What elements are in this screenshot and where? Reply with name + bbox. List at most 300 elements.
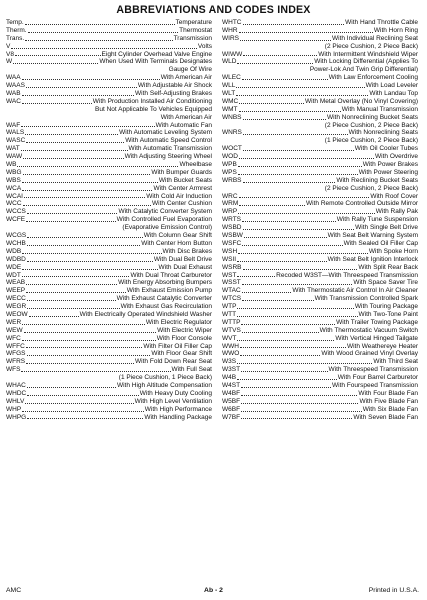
dot-leader [239,193,370,199]
index-entry [222,129,418,145]
index-entry [6,248,212,256]
dot-leader [240,350,320,356]
page-title: ABBREVIATIONS AND CODES INDEX [116,4,311,16]
entry-code: W6BF [222,405,241,413]
dot-leader [240,343,346,349]
index-entry [6,145,212,153]
entry-description-continued: (1 Piece Cushion, 2 Piece Back) [324,137,418,145]
entry-description-continued: Gauge Of Wire [168,66,212,74]
dot-leader [241,398,358,404]
entry-code: WRC [222,192,238,200]
index-entry [6,27,212,35]
dot-leader [24,327,156,333]
dot-leader [22,272,130,278]
dot-leader [22,90,134,96]
dot-leader [236,90,368,96]
index-entry [222,358,418,366]
index-entry [222,374,418,382]
entry-code: WCFE [6,216,26,224]
entry-code: W [6,58,13,66]
dot-leader [237,374,337,380]
entry-code: WTTP [222,318,241,326]
entry-description: Temperature [175,19,212,26]
entry-code: WIWW [222,50,243,58]
entry-code: WWO [222,350,240,358]
entry-description: With Dual Throat Carburetor [130,271,212,279]
index-entry [6,279,212,287]
entry-description-continued: (Evaporative Emission Control) [122,224,212,232]
dot-leader [13,58,98,64]
entry-code: WSBW [222,232,243,240]
footer-printed-note: Printed in U.S.A. [368,587,419,594]
entry-description: With Heavy Duty Cooling [139,389,212,397]
entry-description: With Exhaust Gas Recirculation [120,303,212,311]
entry-description: With Automatic Leveling System [119,129,212,137]
entry-description: With Catalytic Converter System [118,208,212,216]
index-entry [6,303,212,311]
index-entry [6,129,212,137]
dot-leader [26,343,143,349]
entry-description: With Load Leveler [365,82,418,90]
index-entry [222,303,418,311]
dot-leader [238,208,375,214]
entry-description: With Energy Absorbing Bumpers [118,279,212,287]
index-entry [6,161,212,169]
index-entry [6,335,212,343]
dot-leader [22,98,92,104]
index-entry [222,200,418,208]
dot-leader [241,382,331,388]
entry-description: With Full Seat [171,366,212,374]
dot-leader [26,358,134,364]
dot-leader [243,19,345,25]
index-entry [222,311,418,319]
index-entry [222,19,418,27]
index-entry [222,90,418,98]
index-entry [222,319,418,327]
index-entry [6,358,212,366]
entry-description: With Oil Cooler Tubes [354,145,418,153]
entry-description: With Cold Air Induction [146,192,212,200]
index-entry [222,106,418,114]
entry-code: WRTS [222,216,242,224]
dot-leader [237,335,334,341]
entry-description: Transmission [173,34,212,42]
entry-code: WCA [6,184,22,192]
index-entry [222,169,418,177]
entry-code: WWH [222,342,239,350]
index-entry [222,398,418,406]
index-entry [6,406,212,414]
entry-code: WDT [6,271,21,279]
index-entry [222,382,418,390]
dot-leader [238,169,358,175]
entry-description: Recoded W3ST—With Threespeed Transmission [276,271,418,279]
index-entry [6,51,212,59]
entry-description: With Power Steering [358,168,418,176]
entry-description: Thermostat [179,26,212,34]
dot-leader [239,200,305,206]
dot-leader [236,82,364,88]
dot-leader [242,295,314,301]
index-entry [6,193,212,201]
dot-leader [22,335,156,341]
entry-description: With High Altitude Compensation [116,381,212,389]
dot-leader [24,193,145,199]
entry-code: WCCS [6,208,26,216]
entry-description: With Floor Console [156,334,212,342]
index-entry [6,319,212,327]
index-entry [6,327,212,335]
entry-description: With Split Rear Back [358,263,418,271]
dot-leader [242,287,292,293]
index-entry [6,240,212,248]
entry-code: WBS [6,176,21,184]
dot-leader [239,106,341,112]
dot-leader [29,311,79,317]
entry-description: With Production Installed Air Conditioning [92,97,212,105]
dot-leader [243,145,354,151]
entry-code: WDBD [6,255,26,263]
entry-code: W3ST [222,366,241,374]
entry-code: WHAC [6,381,26,389]
entry-code: WVT [222,334,237,342]
dot-leader [25,398,133,404]
entry-description: With Landau Top [369,90,418,98]
entry-description: With Filter Oil Filler Cap [143,342,212,350]
entry-code: WPB [222,161,237,169]
entry-description: With Electric Regulator [145,318,212,326]
entry-code: WEW [6,326,23,334]
entry-description: With Four Blade Fan [358,389,418,397]
dot-leader [240,35,331,41]
index-entry [6,287,212,295]
dot-leader [27,303,119,309]
entry-code: W3S [222,358,237,366]
index-entry [222,366,418,374]
index-entry [222,279,418,287]
entry-code: WOD [222,153,238,161]
entry-description: With Center Cushion [152,200,212,208]
entry-description: Wheelbase [179,161,212,169]
index-entry [222,27,418,35]
dot-leader [237,272,275,278]
dot-leader [28,27,179,33]
index-entry [6,137,212,145]
dot-leader [243,129,348,135]
entry-code: WRBS [222,176,242,184]
entry-description: With Threespeed Transmission [328,366,418,374]
index-entry [222,153,418,161]
entry-description: With Spoke Horn [368,247,418,255]
dot-leader [22,406,144,412]
index-entry [222,224,418,232]
dot-leader [21,145,128,151]
entry-code: V8 [6,50,14,58]
left-column [6,19,212,421]
index-entry [222,74,418,82]
index-entry [222,177,418,193]
dot-leader [27,240,140,246]
index-entry [6,414,212,422]
index-entry [6,232,212,240]
entry-code: WFRS [6,358,26,366]
entry-description: With American Air [160,74,212,82]
entry-code: WAAS [6,82,25,90]
index-entry [222,295,418,303]
entry-description: With Roof Cover [370,192,418,200]
dot-leader [238,248,368,254]
entry-code: WAA [6,74,21,82]
index-entry [222,240,418,248]
entry-description: Eight Cylinder Overhead Valve Engine [101,50,212,58]
entry-code: WNRS [222,129,242,137]
entry-description: With Space Saver Tire [353,279,418,287]
dot-leader [237,358,372,364]
entry-description: With Nonreclining Seats [348,129,418,137]
entry-code: WHR [222,26,238,34]
index-entry [6,272,212,280]
dot-leader [22,264,157,270]
index-entry [222,335,418,343]
entry-code: WOCT [222,145,242,153]
entry-description-continued: (2 Piece Cushion, 2 Piece Back) [324,184,418,192]
dot-leader [239,98,304,104]
index-entry [222,406,418,414]
dot-leader [237,311,357,317]
entry-code: WCGS [6,232,27,240]
entry-code: WB [6,161,17,169]
entry-description: With Seat Belt Ignition Interlock [327,255,418,263]
entry-description: With Wood Grained Vinyl Overlay [321,350,418,358]
entry-description: With Rally Tune Suspension [336,216,418,224]
entry-description: With Rally Pak [375,208,418,216]
dot-leader [26,82,137,88]
entry-description: With Bucket Seats [158,176,212,184]
index-entry [6,169,212,177]
entry-description: With Handling Package [144,413,212,421]
entry-description-continued: With American Air [160,113,212,121]
dot-leader [27,295,116,301]
entry-description: With Center Armrest [153,184,212,192]
entry-code: WSII [222,255,237,263]
entry-description: With Dual Belt Drive [153,255,212,263]
index-entry [6,311,212,319]
entry-description: With Trailer Towing Package [336,318,418,326]
entry-code: WHP [6,405,22,413]
index-entry [222,35,418,51]
entry-code: WTVS [222,326,241,334]
entry-code: W5BF [222,397,241,405]
entry-code: WHDC [6,389,27,397]
entry-code: WSFC [222,239,242,247]
entry-description: With Weathereye Heater [346,342,418,350]
entry-code: WAW [6,153,23,161]
dot-leader [11,43,197,49]
index-entry [222,114,418,130]
entry-code: WDE [6,263,22,271]
entry-description: With Adjusting Steering Wheel [124,153,212,161]
entry-code: WAB [6,90,21,98]
index-entry [6,177,212,185]
entry-description: With Column Gear Shift [143,232,212,240]
entry-code: W4BF [222,389,241,397]
entry-description: With Hand Throttle Cable [345,19,418,26]
entry-code: WST [222,271,237,279]
entry-code: WEAB [6,279,26,287]
entry-code: WER [6,318,22,326]
entry-code: WFFC [6,342,25,350]
entry-code: WALS [6,129,25,137]
entry-code: Trans. [6,34,25,42]
entry-description: With Bumper Guards [151,168,212,176]
entry-code: WRP [222,208,238,216]
entry-description: With Self-Adjusting Brakes [135,90,212,98]
dot-leader [243,177,336,183]
index-entry [222,98,418,106]
entry-code: WPS [222,168,237,176]
entry-description: With Automatic Speed Control [125,137,212,145]
entry-code: WDB [6,247,22,255]
index-entry [222,51,418,59]
entry-code: WCAI [6,192,23,200]
entry-description: With Floor Gear Shift [151,350,212,358]
index-entry [6,382,212,390]
dot-leader [239,153,374,159]
entry-code: WLT [222,90,236,98]
index-entry [222,216,418,224]
dot-leader [243,264,358,270]
index-entry [222,390,418,398]
dot-leader [22,74,160,80]
entry-description: With Disc Brakes [162,247,212,255]
index-entry [222,208,418,216]
dot-leader [242,240,342,246]
index-entry [222,161,418,169]
index-entry [6,200,212,208]
dot-leader [27,232,142,238]
index-entry [222,287,418,295]
entry-description: With Thermostatic Vacuum Switch [319,326,418,334]
entry-description: With Thermostatic Air Control In Air Cleaner [292,287,418,295]
entry-code: W4B [222,374,237,382]
dot-leader [21,366,170,372]
entry-code: WTP [222,303,237,311]
entry-code: WAF [6,121,21,129]
entry-description: With Third Seat [373,358,418,366]
dot-leader [241,366,327,372]
dot-leader [242,327,319,333]
entry-description: With Individual Reclining Seat [332,34,418,42]
index-entry [222,193,418,201]
dot-leader [27,414,143,420]
entry-code: WEOW [6,310,28,318]
entry-code: W7BF [222,413,241,421]
dot-leader [23,153,123,159]
index-entry [222,256,418,264]
entry-description: With Electric Wiper [157,326,212,334]
index-entry [6,185,212,193]
dot-leader [22,248,161,254]
entry-description: With Law Enforcement Cooling [328,74,418,82]
dot-leader [25,35,172,41]
entry-code: Therm. [6,26,27,34]
index-entry [6,343,212,351]
entry-description: With Automatic Transmission [128,145,212,153]
index-entry [6,366,212,382]
entry-description: With Fold Down Rear Seat [135,358,212,366]
footer-publisher: AMC [6,587,22,594]
index-entry [6,98,212,122]
entry-description: With Six Blade Fan [362,405,418,413]
dot-leader [17,161,178,167]
dot-leader [27,256,153,262]
entry-code: WLD [222,58,237,66]
dot-leader [243,224,355,230]
entry-code: WSST [222,279,241,287]
entry-description: With Fourspeed Transmission [332,381,418,389]
entry-description: With Two-Tone Paint [358,310,418,318]
entry-code: WASC [6,137,26,145]
entry-description: With Automatic Fan [155,121,212,129]
entry-code: WBG [6,168,22,176]
dot-leader [26,287,126,293]
entry-code: Temp. [6,19,24,26]
entry-code: WTCS [222,295,242,303]
entry-code: WSBD [222,224,242,232]
entry-description-continued: (2 Piece Cushion, 2 Piece Back) [324,121,418,129]
index-entry [6,58,212,74]
index-entry [6,153,212,161]
entry-code: WSRB [222,263,242,271]
dot-leader [241,414,352,420]
dot-leader [237,256,327,262]
footer-page-number: Ab - 2 [204,587,223,594]
index-entry [6,208,212,216]
dot-leader [244,232,327,238]
index-entry [6,350,212,358]
entry-description: With High Level Ventilation [134,397,212,405]
entry-description: With Single Belt Drive [355,224,418,232]
entry-description: With Power Brakes [362,161,418,169]
entry-code: W4ST [222,381,241,389]
entry-description-continued: But Not Applicable To Vehicles Equipped [95,105,212,113]
index-entry [6,43,212,51]
entry-description: With Seven Blade Fan [353,413,418,421]
dot-leader [25,19,175,25]
dot-leader [239,27,373,33]
entry-description: With Manual Transmission [341,105,418,113]
dot-leader [22,185,152,191]
entry-code: WTT [222,310,237,318]
entry-code: WTAC [222,287,241,295]
dot-leader [26,137,124,143]
dot-leader [15,51,101,57]
index-entry [6,74,212,82]
entry-code: WEEP [6,287,26,295]
entry-code: WLEC [222,74,241,82]
index-entry [6,390,212,398]
index-entry [222,327,418,335]
entry-code: WMC [222,97,239,105]
dot-leader [241,390,357,396]
entry-description: With Sealed Oil Filler Cap [343,239,418,247]
entry-description: With Center Horn Button [141,239,212,247]
entry-description: With Dual Exhaust [158,263,212,271]
entry-code: WHLV [6,397,25,405]
entry-description: With Overdrive [375,153,418,161]
entry-code: WEGR [6,303,27,311]
